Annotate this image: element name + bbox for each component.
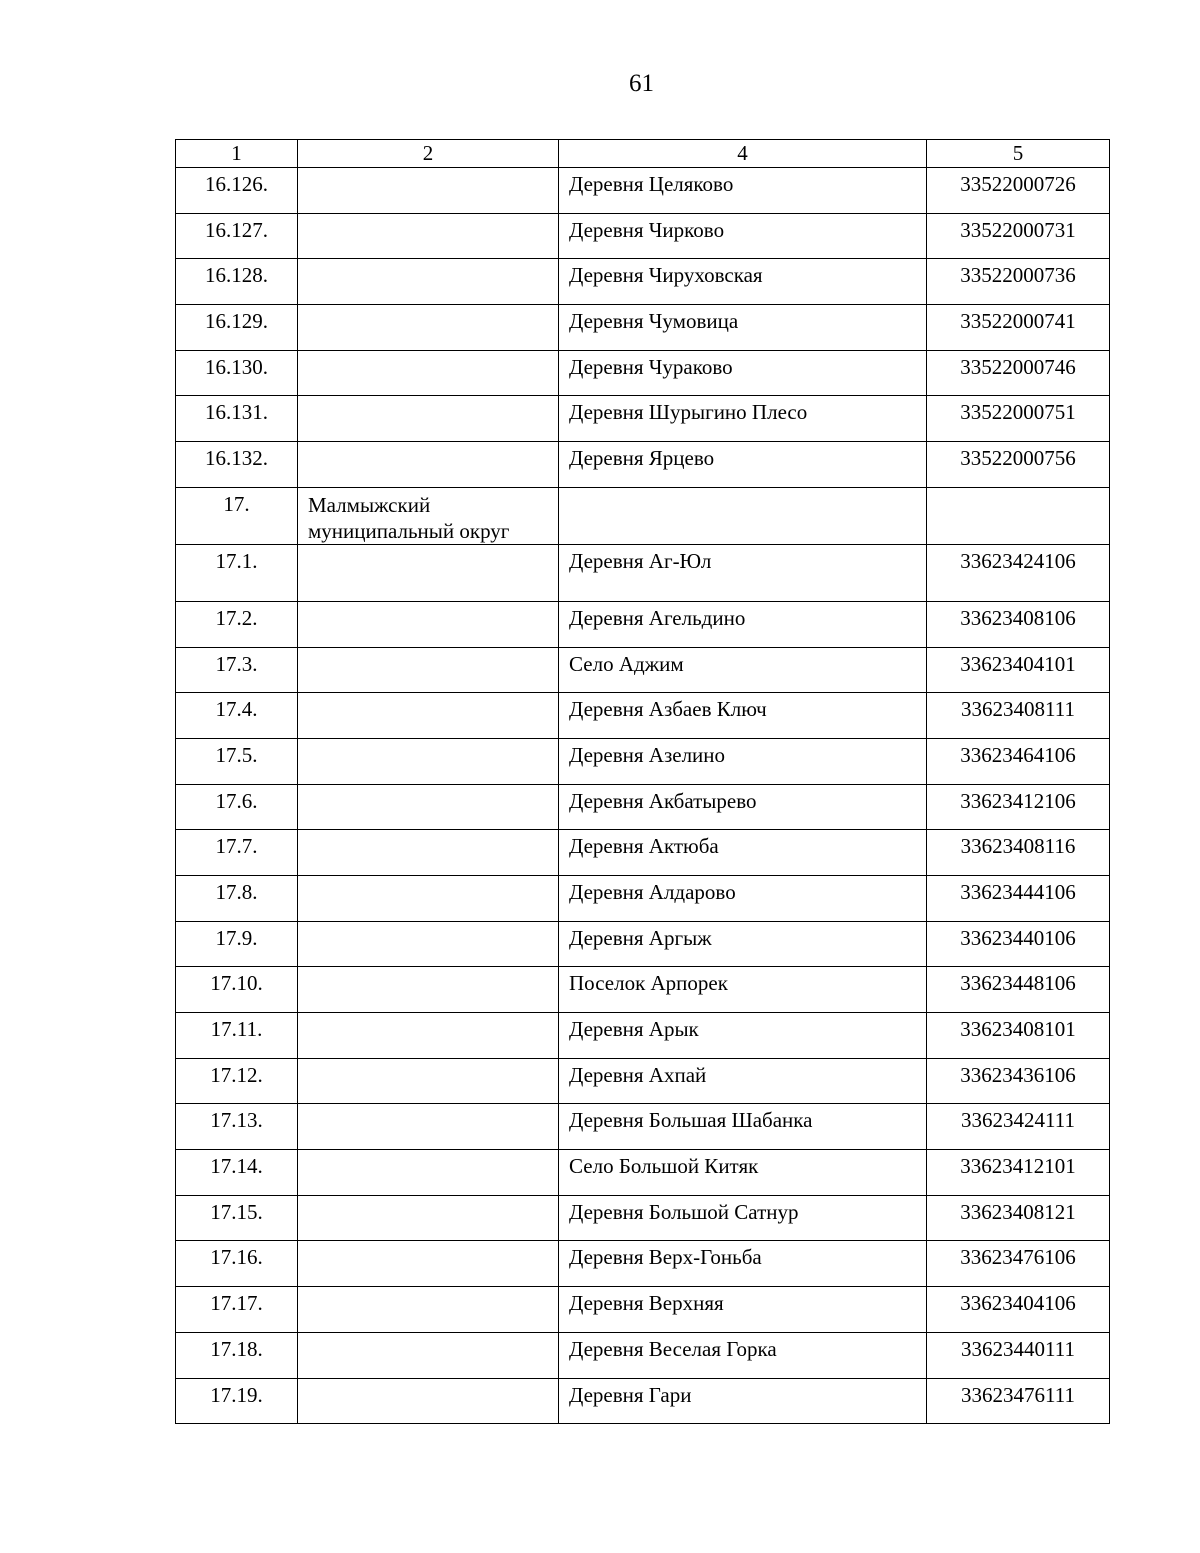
table-row <box>176 1150 1110 1196</box>
row-district <box>298 350 559 396</box>
row-settlement-name: Деревня Акбатырево <box>559 784 927 830</box>
row-number: 17.6. <box>176 784 298 830</box>
row-number: 17.7. <box>176 830 298 876</box>
row-settlement-name: Деревня Азбаев Ключ <box>559 693 927 739</box>
row-oktmo-code: 33623476111 <box>927 1378 1110 1424</box>
row-number: 17.17. <box>176 1287 298 1333</box>
row-settlement-name: Деревня Чируховская <box>559 259 927 305</box>
row-district <box>298 213 559 259</box>
row-settlement-name: Деревня Веселая Горка <box>559 1332 927 1378</box>
row-settlement-name: Деревня Аргыж <box>559 921 927 967</box>
row-district <box>298 784 559 830</box>
row-settlement-name: Деревня Ярцево <box>559 442 927 488</box>
table-row <box>176 784 1110 830</box>
row-oktmo-code: 33522000756 <box>927 442 1110 488</box>
row-oktmo-code: 33623408101 <box>927 1013 1110 1059</box>
table-row <box>176 1013 1110 1059</box>
row-number: 16.126. <box>176 168 298 214</box>
table-row <box>176 1241 1110 1287</box>
row-settlement-name: Деревня Азелино <box>559 738 927 784</box>
table-row <box>176 396 1110 442</box>
row-settlement-name: Деревня Верх-Гоньба <box>559 1241 927 1287</box>
row-district <box>298 1013 559 1059</box>
row-district <box>298 1150 559 1196</box>
row-oktmo-code: 33623424111 <box>927 1104 1110 1150</box>
table-row <box>176 738 1110 784</box>
table-row <box>176 1058 1110 1104</box>
row-district <box>298 396 559 442</box>
header-row <box>176 140 1110 168</box>
row-number: 16.130. <box>176 350 298 396</box>
row-oktmo-code: 33623412101 <box>927 1150 1110 1196</box>
row-district <box>298 1241 559 1287</box>
row-oktmo-code: 33522000736 <box>927 259 1110 305</box>
row-district <box>298 1287 559 1333</box>
table-row <box>176 442 1110 488</box>
row-oktmo-code: 33623404106 <box>927 1287 1110 1333</box>
row-settlement-name: Село Большой Китяк <box>559 1150 927 1196</box>
row-oktmo-code: 33522000751 <box>927 396 1110 442</box>
row-settlement-name: Деревня Большой Сатнур <box>559 1195 927 1241</box>
page-number: 61 <box>629 70 654 97</box>
row-number: 17.19. <box>176 1378 298 1424</box>
table-row <box>176 305 1110 351</box>
table-header <box>176 140 1110 168</box>
row-district <box>298 305 559 351</box>
row-district <box>298 875 559 921</box>
row-number: 17.5. <box>176 738 298 784</box>
table-row <box>176 1104 1110 1150</box>
row-district <box>298 259 559 305</box>
row-number: 17.10. <box>176 967 298 1013</box>
row-district <box>298 1058 559 1104</box>
row-oktmo-code: 33623444106 <box>927 875 1110 921</box>
row-oktmo-code: 33623408111 <box>927 693 1110 739</box>
row-oktmo-code: 33522000731 <box>927 213 1110 259</box>
row-number: 17.8. <box>176 875 298 921</box>
header-col-1: 1 <box>176 140 298 168</box>
row-oktmo-code: 33623424106 <box>927 544 1110 601</box>
row-settlement-name: Деревня Актюба <box>559 830 927 876</box>
row-number: 16.127. <box>176 213 298 259</box>
row-oktmo-code: 33623440111 <box>927 1332 1110 1378</box>
row-district <box>298 1195 559 1241</box>
table-row <box>176 830 1110 876</box>
row-oktmo-code: 33623436106 <box>927 1058 1110 1104</box>
row-number: 17.16. <box>176 1241 298 1287</box>
row-number: 17.1. <box>176 544 298 601</box>
row-settlement-name: Деревня Аг-Юл <box>559 544 927 601</box>
row-number: 17.9. <box>176 921 298 967</box>
row-settlement-name: Деревня Чирково <box>559 213 927 259</box>
row-district <box>298 967 559 1013</box>
row-number: 16.129. <box>176 305 298 351</box>
row-district <box>298 921 559 967</box>
row-oktmo-code: 33623408106 <box>927 601 1110 647</box>
table-row <box>176 1195 1110 1241</box>
table-row <box>176 350 1110 396</box>
row-district <box>298 1378 559 1424</box>
row-oktmo-code <box>927 487 1110 544</box>
row-settlement-name: Деревня Ахпай <box>559 1058 927 1104</box>
table-row <box>176 647 1110 693</box>
row-district <box>298 1104 559 1150</box>
row-number: 16.128. <box>176 259 298 305</box>
row-number: 17.14. <box>176 1150 298 1196</box>
row-settlement-name: Село Аджим <box>559 647 927 693</box>
table-row <box>176 213 1110 259</box>
row-district <box>298 601 559 647</box>
row-settlement-name: Деревня Большая Шабанка <box>559 1104 927 1150</box>
row-oktmo-code: 33522000741 <box>927 305 1110 351</box>
row-settlement-name: Деревня Арык <box>559 1013 927 1059</box>
row-district <box>298 738 559 784</box>
table-body <box>176 168 1110 1424</box>
row-oktmo-code: 33623408116 <box>927 830 1110 876</box>
row-number: 17.11. <box>176 1013 298 1059</box>
row-number: 17. <box>176 487 298 544</box>
row-number: 17.13. <box>176 1104 298 1150</box>
row-settlement-name <box>559 487 927 544</box>
header-col-5: 5 <box>927 140 1110 168</box>
table-row <box>176 168 1110 214</box>
table-row <box>176 487 1110 544</box>
table-row <box>176 875 1110 921</box>
row-number: 16.131. <box>176 396 298 442</box>
row-oktmo-code: 33623412106 <box>927 784 1110 830</box>
row-number: 16.132. <box>176 442 298 488</box>
row-number: 17.4. <box>176 693 298 739</box>
row-oktmo-code: 33522000746 <box>927 350 1110 396</box>
table-row <box>176 1378 1110 1424</box>
row-district <box>298 830 559 876</box>
row-oktmo-code: 33623408121 <box>927 1195 1110 1241</box>
table-row <box>176 1332 1110 1378</box>
row-district <box>298 544 559 601</box>
row-oktmo-code: 33623464106 <box>927 738 1110 784</box>
table-row <box>176 1287 1110 1333</box>
row-number: 17.15. <box>176 1195 298 1241</box>
row-oktmo-code: 33623476106 <box>927 1241 1110 1287</box>
settlements-table <box>175 139 1110 1424</box>
table-row <box>176 967 1110 1013</box>
row-number: 17.12. <box>176 1058 298 1104</box>
row-oktmo-code: 33623448106 <box>927 967 1110 1013</box>
row-settlement-name: Деревня Целяково <box>559 168 927 214</box>
row-district <box>298 693 559 739</box>
row-number: 17.18. <box>176 1332 298 1378</box>
header-col-4: 4 <box>559 140 927 168</box>
table-row <box>176 544 1110 601</box>
row-number: 17.3. <box>176 647 298 693</box>
table-row <box>176 693 1110 739</box>
row-district <box>298 1332 559 1378</box>
row-district <box>298 168 559 214</box>
table-row <box>176 259 1110 305</box>
row-settlement-name: Деревня Чумовица <box>559 305 927 351</box>
row-district: Малмыжский муниципальный округ <box>298 487 559 544</box>
row-settlement-name: Деревня Гари <box>559 1378 927 1424</box>
row-settlement-name: Деревня Верхняя <box>559 1287 927 1333</box>
row-district <box>298 647 559 693</box>
header-col-2: 2 <box>298 140 559 168</box>
row-oktmo-code: 33623440106 <box>927 921 1110 967</box>
row-settlement-name: Деревня Чураково <box>559 350 927 396</box>
row-number: 17.2. <box>176 601 298 647</box>
table-row <box>176 921 1110 967</box>
row-oktmo-code: 33522000726 <box>927 168 1110 214</box>
row-settlement-name: Деревня Шурыгино Плесо <box>559 396 927 442</box>
row-settlement-name: Деревня Агельдино <box>559 601 927 647</box>
row-settlement-name: Поселок Арпорек <box>559 967 927 1013</box>
row-settlement-name: Деревня Алдарово <box>559 875 927 921</box>
table-row <box>176 601 1110 647</box>
row-district <box>298 442 559 488</box>
row-oktmo-code: 33623404101 <box>927 647 1110 693</box>
